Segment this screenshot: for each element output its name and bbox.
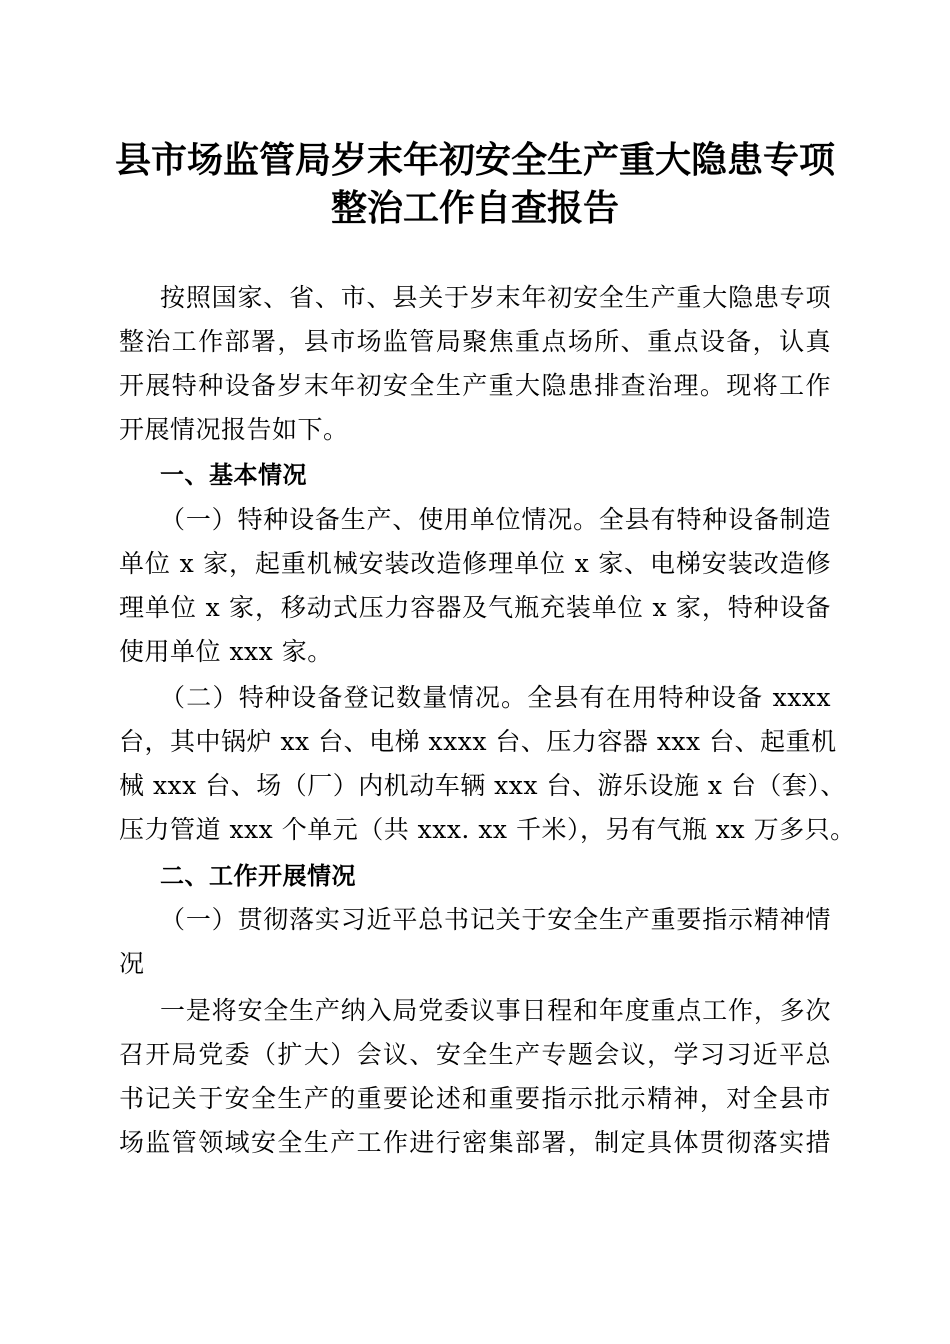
paragraph-line: 整治工作部署，县市场监管局聚焦重点场所、重点设备，认真 xyxy=(119,327,831,356)
paragraph-line: 场监管领域安全生产工作进行密集部署，制定具体贯彻落实措 xyxy=(119,1128,831,1157)
paragraph-line: 械 xxx 台、场（厂）内机动车辆 xxx 台、游乐设施 x 台（套）、 xyxy=(119,771,846,800)
paragraph-line: 单位 x 家，起重机械安装改造修理单位 x 家、电梯安装改造修 xyxy=(119,549,831,578)
paragraph-line: 使用单位 xxx 家。 xyxy=(119,637,333,666)
section-heading: 一、基本情况 xyxy=(160,461,307,489)
paragraph-line: （二）特种设备登记数量情况。全县有在用特种设备 xxxx xyxy=(160,683,831,712)
paragraph-line: （一）贯彻落实习近平总书记关于安全生产重要指示精神情 xyxy=(160,905,831,934)
paragraph-line: 书记关于安全生产的重要论述和重要指示批示精神，对全县市 xyxy=(119,1084,831,1113)
document-title-line-1: 县市场监管局岁末年初安全生产重大隐患专项 xyxy=(114,139,835,181)
paragraph-line: 况 xyxy=(119,949,145,978)
paragraph-line: 压力管道 xxx 个单元（共 xxx. xx 千米），另有气瓶 xx 万多只。 xyxy=(119,815,856,844)
paragraph-line: 台，其中锅炉 xx 台、电梯 xxxx 台、压力容器 xxx 台、起重机 xyxy=(119,727,837,756)
section-heading: 二、工作开展情况 xyxy=(160,862,356,890)
paragraph-line: 开展特种设备岁末年初安全生产重大隐患排查治理。现将工作 xyxy=(119,371,831,400)
document-title-line-2: 整治工作自查报告 xyxy=(330,187,619,229)
paragraph-line: 按照国家、省、市、县关于岁末年初安全生产重大隐患专项 xyxy=(160,283,831,312)
paragraph-line: 开展情况报告如下。 xyxy=(119,415,349,444)
paragraph-line: 理单位 x 家，移动式压力容器及气瓶充装单位 x 家，特种设备 xyxy=(119,593,831,622)
paragraph-line: （一）特种设备生产、使用单位情况。全县有特种设备制造 xyxy=(160,505,831,534)
paragraph-line: 一是将安全生产纳入局党委议事日程和年度重点工作，多次 xyxy=(160,996,831,1025)
paragraph-line: 召开局党委（扩大）会议、安全生产专题会议，学习习近平总 xyxy=(119,1040,831,1069)
